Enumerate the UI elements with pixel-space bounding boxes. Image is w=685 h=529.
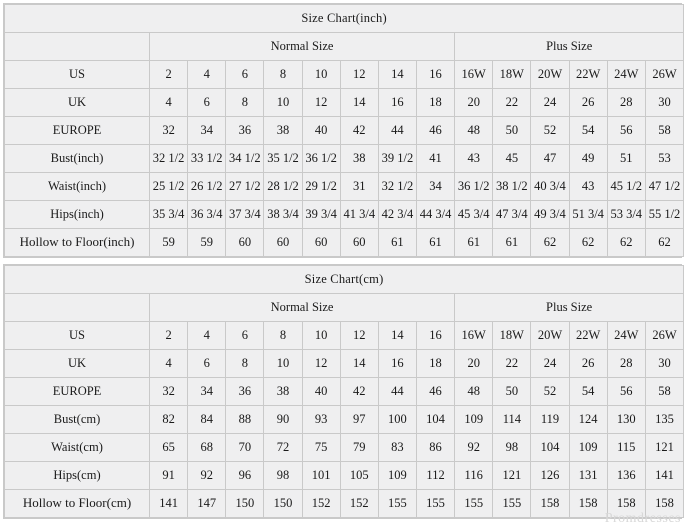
measurement-cell: 34 [188,117,226,145]
measurement-cell: 47 [531,145,569,173]
measurement-cell: 75 [302,434,340,462]
measurement-cell: 48 [455,378,493,406]
measurement-cell: 10 [264,89,302,117]
row-label-cell: US [5,322,150,350]
measurement-cell: 45 1/2 [607,173,645,201]
table-row [5,462,684,490]
measurement-cell: 79 [340,434,378,462]
measurement-cell: 92 [455,434,493,462]
measurement-cell: 12 [340,61,378,89]
measurement-cell: 86 [416,434,454,462]
group-header-row [5,33,684,61]
measurement-cell: 49 [569,145,607,173]
measurement-cell: 24 [531,350,569,378]
row-label-cell: Waist(cm) [5,434,150,462]
measurement-cell: 152 [340,490,378,518]
table-row [5,434,684,462]
size-charts-container [2,3,683,519]
measurement-cell: 34 [188,378,226,406]
measurement-cell: 16 [378,350,416,378]
measurement-cell: 158 [607,490,645,518]
measurement-cell: 41 [416,145,454,173]
measurement-cell: 14 [340,89,378,117]
measurement-cell: 2 [150,61,188,89]
measurement-cell: 39 3/4 [302,201,340,229]
measurement-cell: 90 [264,406,302,434]
measurement-cell: 36 1/2 [455,173,493,201]
measurement-cell: 18W [493,61,531,89]
measurement-cell: 32 [150,117,188,145]
measurement-cell: 60 [226,229,264,257]
measurement-cell: 26 1/2 [188,173,226,201]
measurement-cell: 45 [493,145,531,173]
measurement-cell: 37 3/4 [226,201,264,229]
table-row [5,145,684,173]
measurement-cell: 109 [569,434,607,462]
row-label-cell: EUROPE [5,117,150,145]
measurement-cell: 62 [569,229,607,257]
corner-cell [5,294,150,322]
measurement-cell: 100 [378,406,416,434]
measurement-cell: 26W [645,322,683,350]
measurement-cell: 38 3/4 [264,201,302,229]
measurement-cell: 158 [569,490,607,518]
table-row [5,61,684,89]
measurement-cell: 18W [493,322,531,350]
measurement-cell: 43 [455,145,493,173]
measurement-cell: 124 [569,406,607,434]
measurement-cell: 28 [607,350,645,378]
measurement-cell: 58 [645,117,683,145]
measurement-cell: 8 [226,350,264,378]
measurement-cell: 130 [607,406,645,434]
measurement-cell: 36 [226,378,264,406]
measurement-cell: 91 [150,462,188,490]
measurement-cell: 47 1/2 [645,173,683,201]
table-row [5,322,684,350]
measurement-cell: 44 [378,378,416,406]
measurement-cell: 136 [607,462,645,490]
measurement-cell: 155 [378,490,416,518]
watermark-text: Promdresses [604,511,681,526]
measurement-cell: 61 [378,229,416,257]
measurement-cell: 141 [150,490,188,518]
chart-title: Size Chart(inch) [5,5,684,33]
group-header-cell: Normal Size [150,294,455,322]
measurement-cell: 6 [226,61,264,89]
row-label-cell: Hips(cm) [5,462,150,490]
measurement-cell: 8 [226,89,264,117]
measurement-cell: 16W [455,322,493,350]
measurement-cell: 12 [302,89,340,117]
measurement-cell: 22W [569,61,607,89]
row-label-cell: EUROPE [5,378,150,406]
chart-title-row [5,266,684,294]
measurement-cell: 92 [188,462,226,490]
measurement-cell: 18 [416,350,454,378]
measurement-cell: 16 [416,61,454,89]
measurement-cell: 46 [416,378,454,406]
measurement-cell: 83 [378,434,416,462]
measurement-cell: 14 [378,61,416,89]
measurement-cell: 114 [493,406,531,434]
row-label-cell: Hips(inch) [5,201,150,229]
size-chart-table [4,265,684,518]
measurement-cell: 68 [188,434,226,462]
measurement-cell: 2 [150,322,188,350]
measurement-cell: 150 [264,490,302,518]
measurement-cell: 18 [416,89,454,117]
measurement-cell: 61 [416,229,454,257]
measurement-cell: 50 [493,117,531,145]
measurement-cell: 72 [264,434,302,462]
measurement-cell: 104 [531,434,569,462]
row-label-cell: Waist(inch) [5,173,150,201]
measurement-cell: 112 [416,462,454,490]
table-row [5,201,684,229]
measurement-cell: 158 [531,490,569,518]
measurement-cell: 60 [340,229,378,257]
measurement-cell: 24W [607,61,645,89]
measurement-cell: 43 [569,173,607,201]
measurement-cell: 49 3/4 [531,201,569,229]
row-label-cell: US [5,61,150,89]
measurement-cell: 26 [569,89,607,117]
measurement-cell: 27 1/2 [226,173,264,201]
measurement-cell: 121 [645,434,683,462]
measurement-cell: 12 [340,322,378,350]
measurement-cell: 12 [302,350,340,378]
measurement-cell: 16 [378,89,416,117]
measurement-cell: 22W [569,322,607,350]
table-row [5,350,684,378]
measurement-cell: 70 [226,434,264,462]
measurement-cell: 141 [645,462,683,490]
measurement-cell: 59 [150,229,188,257]
measurement-cell: 53 3/4 [607,201,645,229]
measurement-cell: 97 [340,406,378,434]
measurement-cell: 26W [645,61,683,89]
measurement-cell: 31 [340,173,378,201]
measurement-cell: 82 [150,406,188,434]
measurement-cell: 45 3/4 [455,201,493,229]
measurement-cell: 60 [302,229,340,257]
measurement-cell: 38 1/2 [493,173,531,201]
measurement-cell: 20 [455,89,493,117]
measurement-cell: 58 [645,378,683,406]
measurement-cell: 61 [455,229,493,257]
measurement-cell: 20W [531,322,569,350]
measurement-cell: 101 [302,462,340,490]
measurement-cell: 14 [340,350,378,378]
measurement-cell: 53 [645,145,683,173]
measurement-cell: 98 [264,462,302,490]
measurement-cell: 22 [493,89,531,117]
measurement-cell: 29 1/2 [302,173,340,201]
measurement-cell: 24 [531,89,569,117]
measurement-cell: 42 [340,378,378,406]
measurement-cell: 22 [493,350,531,378]
measurement-cell: 40 [302,117,340,145]
measurement-cell: 51 3/4 [569,201,607,229]
measurement-cell: 10 [302,61,340,89]
row-label-cell: Bust(cm) [5,406,150,434]
measurement-cell: 109 [378,462,416,490]
measurement-cell: 119 [531,406,569,434]
measurement-cell: 33 1/2 [188,145,226,173]
measurement-cell: 38 [340,145,378,173]
measurement-cell: 32 [150,378,188,406]
measurement-cell: 4 [150,350,188,378]
measurement-cell: 44 [378,117,416,145]
measurement-cell: 36 [226,117,264,145]
measurement-cell: 44 3/4 [416,201,454,229]
table-row [5,117,684,145]
measurement-cell: 52 [531,117,569,145]
measurement-cell: 39 1/2 [378,145,416,173]
measurement-cell: 155 [455,490,493,518]
measurement-cell: 56 [607,117,645,145]
group-header-row [5,294,684,322]
measurement-cell: 96 [226,462,264,490]
measurement-cell: 6 [226,322,264,350]
measurement-cell: 28 [607,89,645,117]
measurement-cell: 42 [340,117,378,145]
measurement-cell: 55 1/2 [645,201,683,229]
measurement-cell: 56 [607,378,645,406]
measurement-cell: 155 [493,490,531,518]
measurement-cell: 20W [531,61,569,89]
measurement-cell: 32 1/2 [378,173,416,201]
group-header-cell: Plus Size [455,33,684,61]
measurement-cell: 152 [302,490,340,518]
measurement-cell: 93 [302,406,340,434]
measurement-cell: 6 [188,89,226,117]
measurement-cell: 32 1/2 [150,145,188,173]
measurement-cell: 60 [264,229,302,257]
measurement-cell: 10 [302,322,340,350]
measurement-cell: 62 [645,229,683,257]
measurement-cell: 16 [416,322,454,350]
corner-cell [5,33,150,61]
table-row [5,173,684,201]
measurement-cell: 20 [455,350,493,378]
measurement-cell: 4 [188,61,226,89]
measurement-cell: 54 [569,378,607,406]
measurement-cell: 147 [188,490,226,518]
measurement-cell: 41 3/4 [340,201,378,229]
measurement-cell: 88 [226,406,264,434]
measurement-cell: 105 [340,462,378,490]
measurement-cell: 26 [569,350,607,378]
measurement-cell: 16W [455,61,493,89]
measurement-cell: 51 [607,145,645,173]
measurement-cell: 14 [378,322,416,350]
row-label-cell: Hollow to Floor(inch) [5,229,150,257]
measurement-cell: 10 [264,350,302,378]
measurement-cell: 35 1/2 [264,145,302,173]
measurement-cell: 126 [531,462,569,490]
measurement-cell: 28 1/2 [264,173,302,201]
measurement-cell: 40 3/4 [531,173,569,201]
chart-title: Size Chart(cm) [5,266,684,294]
measurement-cell: 52 [531,378,569,406]
measurement-cell: 47 3/4 [493,201,531,229]
measurement-cell: 84 [188,406,226,434]
measurement-cell: 62 [607,229,645,257]
measurement-cell: 8 [264,61,302,89]
measurement-cell: 38 [264,378,302,406]
measurement-cell: 30 [645,89,683,117]
measurement-cell: 109 [455,406,493,434]
measurement-cell: 6 [188,350,226,378]
size-chart-table [4,4,684,257]
measurement-cell: 35 3/4 [150,201,188,229]
measurement-cell: 115 [607,434,645,462]
measurement-cell: 25 1/2 [150,173,188,201]
measurement-cell: 54 [569,117,607,145]
group-header-cell: Normal Size [150,33,455,61]
group-header-cell: Plus Size [455,294,684,322]
measurement-cell: 155 [416,490,454,518]
table-row [5,229,684,257]
table-row [5,378,684,406]
measurement-cell: 34 [416,173,454,201]
measurement-cell: 59 [188,229,226,257]
measurement-cell: 65 [150,434,188,462]
measurement-cell: 61 [493,229,531,257]
measurement-cell: 34 1/2 [226,145,264,173]
measurement-cell: 50 [493,378,531,406]
measurement-cell: 104 [416,406,454,434]
measurement-cell: 98 [493,434,531,462]
measurement-cell: 116 [455,462,493,490]
measurement-cell: 131 [569,462,607,490]
measurement-cell: 135 [645,406,683,434]
measurement-cell: 30 [645,350,683,378]
size-chart-block [3,3,682,258]
row-label-cell: Hollow to Floor(cm) [5,490,150,518]
table-row [5,89,684,117]
measurement-cell: 36 3/4 [188,201,226,229]
measurement-cell: 150 [226,490,264,518]
measurement-cell: 4 [150,89,188,117]
measurement-cell: 8 [264,322,302,350]
table-row [5,406,684,434]
size-chart-block [3,264,682,519]
measurement-cell: 121 [493,462,531,490]
measurement-cell: 38 [264,117,302,145]
measurement-cell: 48 [455,117,493,145]
row-label-cell: Bust(inch) [5,145,150,173]
measurement-cell: 62 [531,229,569,257]
measurement-cell: 158 [645,490,683,518]
measurement-cell: 36 1/2 [302,145,340,173]
measurement-cell: 40 [302,378,340,406]
measurement-cell: 24W [607,322,645,350]
chart-title-row [5,5,684,33]
measurement-cell: 4 [188,322,226,350]
table-row [5,490,684,518]
row-label-cell: UK [5,89,150,117]
measurement-cell: 46 [416,117,454,145]
measurement-cell: 42 3/4 [378,201,416,229]
row-label-cell: UK [5,350,150,378]
